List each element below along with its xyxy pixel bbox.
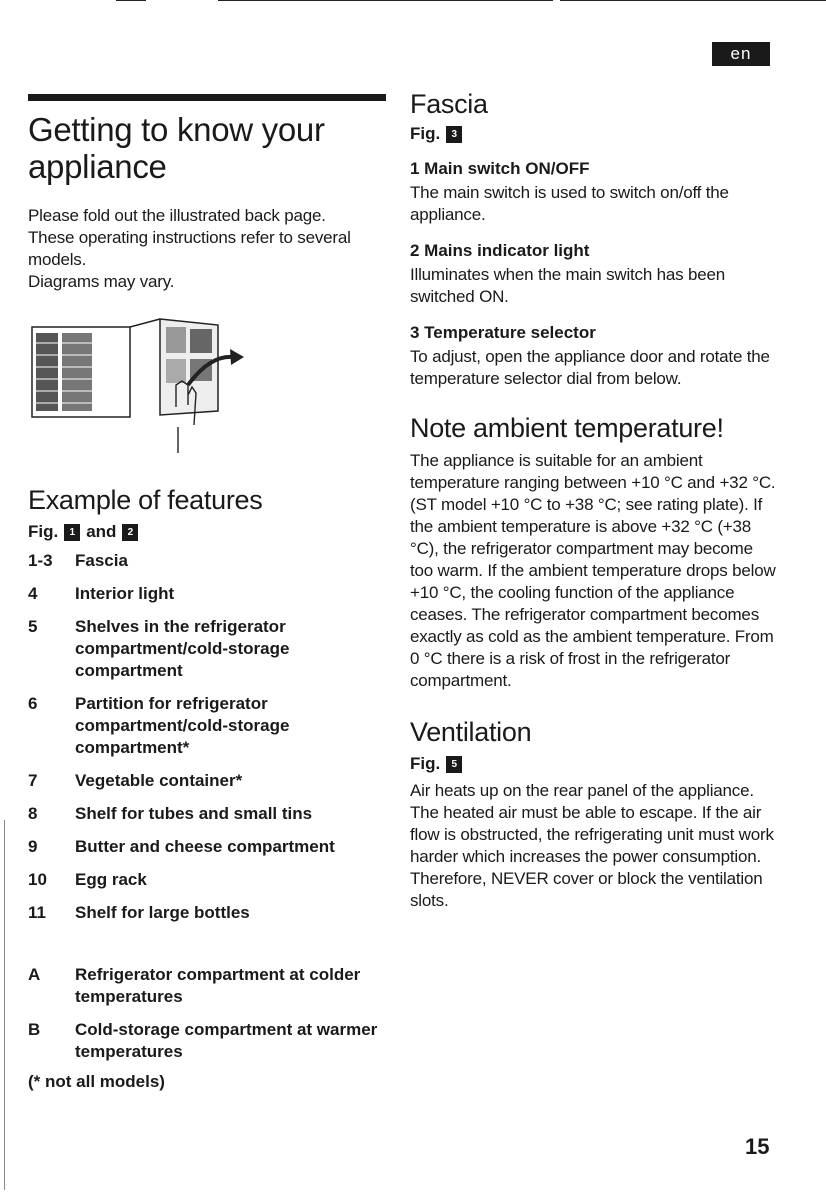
features-list xyxy=(28,550,388,1093)
feature-item xyxy=(28,770,388,792)
feature-item xyxy=(28,693,388,759)
ambient-heading: Note ambient temperature! xyxy=(410,413,724,443)
page-title: Getting to know your appliance xyxy=(28,111,325,185)
feature-number: 6 xyxy=(28,694,38,713)
fascia-item-title: 3 Temperature selector xyxy=(410,323,596,342)
feature-text: Partition for refrigerator compartment/cold-storage compartment* xyxy=(75,694,290,757)
feature-text: Vegetable container* xyxy=(75,771,243,790)
zone-letter: B xyxy=(28,1020,41,1039)
fig-joiner: and xyxy=(86,522,117,541)
feature-number: 9 xyxy=(28,837,38,856)
ventilation-figure-ref xyxy=(410,754,780,774)
feature-text: Egg rack xyxy=(75,870,147,889)
feature-text: Shelf for tubes and small tins xyxy=(75,804,313,823)
section-rule xyxy=(28,94,386,101)
feature-text: Butter and cheese compartment xyxy=(75,837,335,856)
intro-line: These operating instructions refer to several models. xyxy=(28,228,351,269)
fascia-item-body: The main switch is used to switch on/off the appliance. xyxy=(410,183,729,224)
feature-item xyxy=(28,583,388,605)
page-number: 15 xyxy=(745,1134,770,1159)
left-scan-edge xyxy=(4,820,5,1190)
feature-text: Shelf for large bottles xyxy=(75,903,250,922)
fascia-item-body: To adjust, open the appliance door and rotate the temperature selector dial from below. xyxy=(410,347,770,388)
intro-text xyxy=(28,205,388,293)
top-scan-rule-3 xyxy=(560,0,826,1)
fold-out-illustration xyxy=(28,315,258,455)
zone-item xyxy=(28,1019,388,1063)
feature-item xyxy=(28,616,388,682)
right-column xyxy=(410,88,780,912)
left-column xyxy=(28,94,388,1093)
intro-line: Diagrams may vary. xyxy=(28,272,175,291)
features-heading: Example of features xyxy=(28,485,263,515)
feature-text: Fascia xyxy=(75,551,128,570)
ambient-body: The appliance is suitable for an ambient temperature ranging between +10 °C and +32 °C. (ST model +10 °C to +38 °C; see rating plate). If the ambient temperature is above +32 °C (+38 °C), the refrigerator compartment may become too warm. If the ambient temperature drops below +10 °C, the cooling function of the appliance ceases. The refrigerator compartment becomes exactly as cold as the ambient temperature. From 0 °C there is a risk of frost in the refrigerator compartment. xyxy=(410,451,776,690)
zone-letter: A xyxy=(28,965,41,984)
fascia-item-body: Illuminates when the main switch has been switched ON. xyxy=(410,265,725,306)
ventilation-heading: Ventilation xyxy=(410,717,532,747)
feature-number: 7 xyxy=(28,771,38,790)
top-scan-rule-1 xyxy=(116,0,146,1)
fascia-item-title: 1 Main switch ON/OFF xyxy=(410,159,590,178)
feature-item xyxy=(28,836,388,858)
intro-line: Please fold out the illustrated back page. xyxy=(28,206,326,225)
feature-item xyxy=(28,902,388,924)
fascia-heading: Fascia xyxy=(410,89,488,119)
footnote: (* not all models) xyxy=(28,1072,165,1091)
features-figure-ref xyxy=(28,522,388,542)
feature-number: 10 xyxy=(28,870,47,889)
language-badge: en xyxy=(712,42,770,66)
feature-text: Interior light xyxy=(75,584,175,603)
ventilation-body: Air heats up on the rear panel of the appliance. The heated air must be able to escape. If the air flow is obstructed, the refrigerating unit must work harder which increases the power consumption. Therefore, NEVER cover or block the ventilation slots. xyxy=(410,781,774,910)
figure-2-box: 2 xyxy=(122,524,138,541)
feature-text: Shelves in the refrigerator compartment/cold-storage compartment xyxy=(75,617,290,680)
fig-prefix: Fig. xyxy=(28,522,59,541)
feature-item xyxy=(28,550,388,572)
figure-5-box: 5 xyxy=(446,756,462,773)
fascia-item-title: 2 Mains indicator light xyxy=(410,241,590,260)
feature-number: 1-3 xyxy=(28,551,53,570)
feature-number: 8 xyxy=(28,804,38,823)
figure-1-box: 1 xyxy=(64,524,80,541)
zone-item xyxy=(28,964,388,1008)
fig-prefix: Fig. xyxy=(410,754,441,773)
feature-number: 5 xyxy=(28,617,38,636)
fig-prefix: Fig. xyxy=(410,124,441,143)
fascia-figure-ref xyxy=(410,124,780,144)
feature-number: 11 xyxy=(28,903,46,922)
feature-number: 4 xyxy=(28,584,38,603)
feature-item xyxy=(28,803,388,825)
figure-3-box: 3 xyxy=(446,126,462,143)
zone-text: Cold-storage compartment at warmer temperatures xyxy=(75,1020,378,1061)
top-scan-rule-2 xyxy=(218,0,553,1)
zone-text: Refrigerator compartment at colder temperatures xyxy=(75,965,361,1006)
feature-item xyxy=(28,869,388,891)
